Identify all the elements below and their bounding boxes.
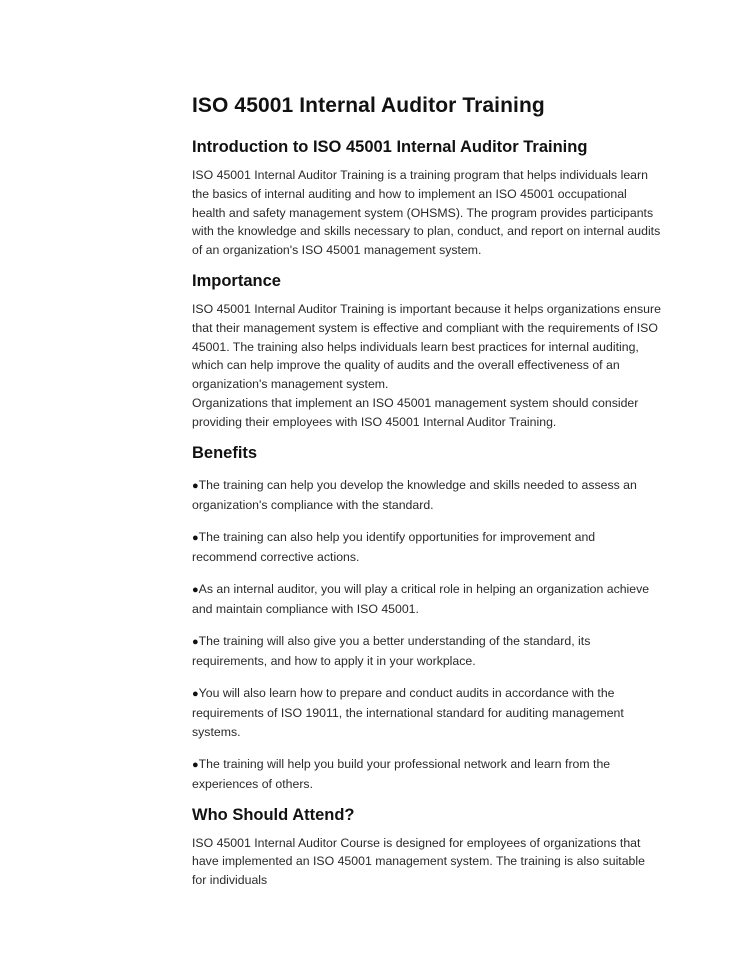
list-item xyxy=(192,580,662,619)
list-item xyxy=(192,528,662,567)
benefit-text: The training can also help you identify opportunities for improvement and recommend corrective actions. xyxy=(192,529,596,564)
benefit-text: You will also learn how to prepare and conduct audits in accordance with the requirements of ISO 19011, the international standard for auditing management systems. xyxy=(192,685,624,739)
list-item xyxy=(192,476,662,515)
benefits-list xyxy=(192,476,662,794)
document-page xyxy=(192,92,662,900)
bullet-icon: ● xyxy=(192,687,199,700)
importance-heading: Importance xyxy=(192,271,281,290)
benefit-text: The training will also give you a better understanding of the standard, its requirements, and how to apply it in your workplace. xyxy=(192,633,591,668)
benefits-section xyxy=(192,442,662,794)
benefit-text: The training will help you build your professional network and learn from the experiences of others. xyxy=(192,756,611,791)
bullet-icon: ● xyxy=(192,635,199,648)
list-item xyxy=(192,632,662,671)
benefit-text: The training can help you develop the knowledge and skills needed to assess an organization's compliance with the standard. xyxy=(192,477,637,512)
bullet-icon: ● xyxy=(192,583,199,596)
bullet-icon: ● xyxy=(192,758,199,771)
intro-heading: Introduction to ISO 45001 Internal Auditor Training xyxy=(192,138,588,156)
intro-section xyxy=(192,136,662,260)
list-item xyxy=(192,755,662,794)
benefits-heading: Benefits xyxy=(192,443,258,462)
page-title: ISO 45001 Internal Auditor Training xyxy=(192,94,545,117)
importance-paragraph-1: ISO 45001 Internal Auditor Training is important because it helps organizations ensure that their management system is effective and compliant with the requirements of ISO 45001. The training also helps individuals learn best practices for internal auditing, which can help improve the quality of audits and the overall effectiveness of an organization's management system. xyxy=(192,301,661,392)
importance-section xyxy=(192,270,662,432)
attend-paragraph: ISO 45001 Internal Auditor Course is designed for employees of organizations that have implemented an ISO 45001 management system. The training is also suitable for individuals xyxy=(192,835,645,888)
importance-paragraph-2: Organizations that implement an ISO 45001 management system should consider providing their employees with ISO 45001 Internal Auditor Training. xyxy=(192,395,639,429)
attend-section xyxy=(192,804,662,890)
intro-paragraph: ISO 45001 Internal Auditor Training is a training program that helps individuals learn the basics of internal auditing and how to implement an ISO 45001 occupational health and safety management system (OHSMS). The program provides participants with the knowledge and skills necessary to plan, conduct, and report on internal audits of an organization's ISO 45001 management system. xyxy=(192,168,661,258)
list-item xyxy=(192,684,662,742)
bullet-icon: ● xyxy=(192,531,199,544)
attend-heading: Who Should Attend? xyxy=(192,805,355,824)
bullet-icon: ● xyxy=(192,479,199,492)
benefit-text: As an internal auditor, you will play a critical role in helping an organization achieve and maintain compliance with ISO 45001. xyxy=(192,581,650,616)
